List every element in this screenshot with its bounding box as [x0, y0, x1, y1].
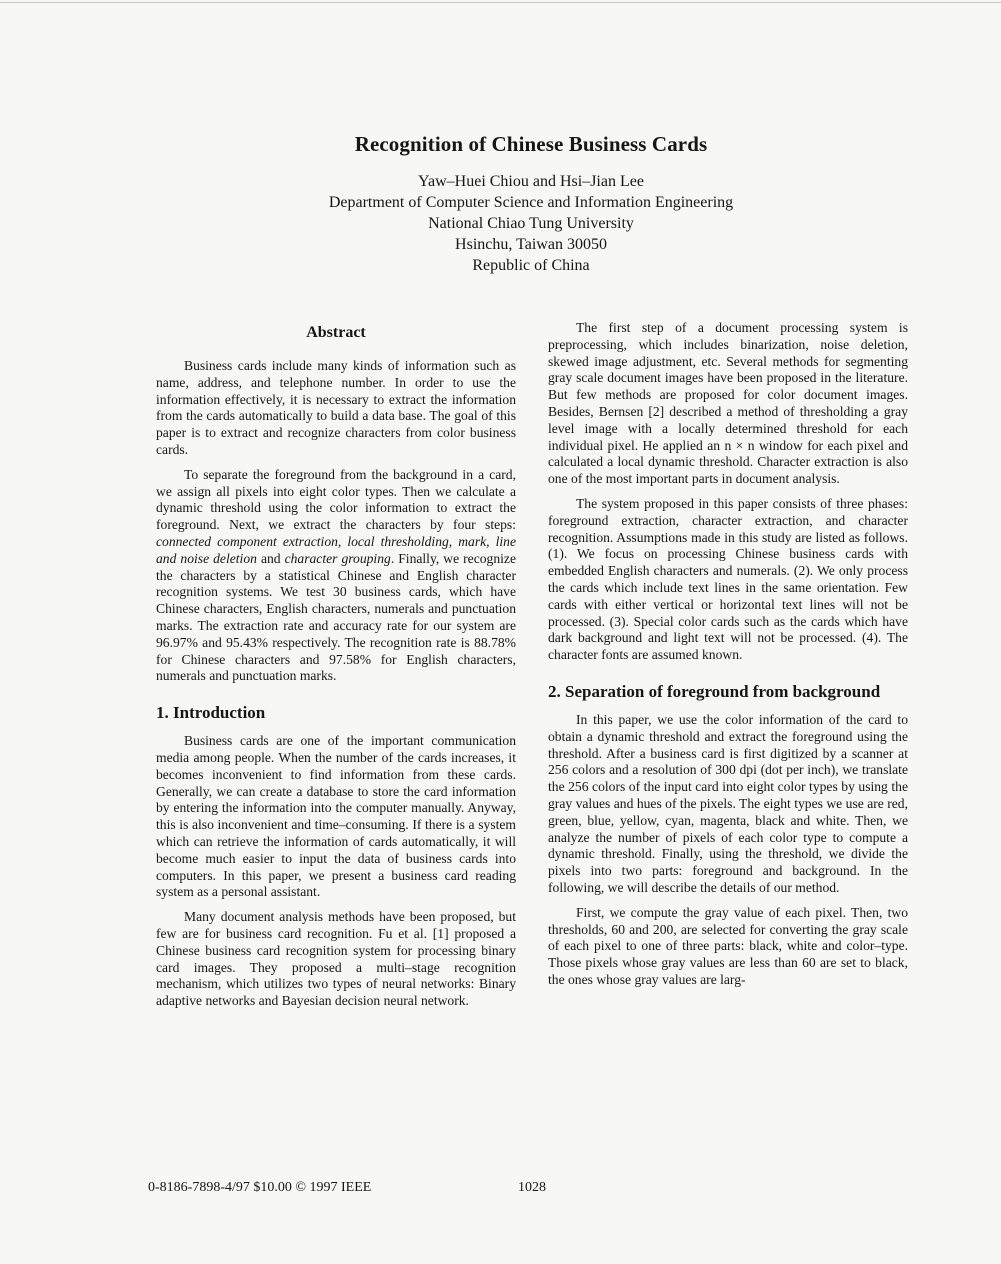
body-paragraph: Many document analysis methods have been proposed, but few are for business card recognition. Fu et al. [1] proposed a Chinese business card recognition system for processing binary card images. They proposed a multi–stage recognition mechanism, which utilizes two types of neural networks: Binary adaptive networks and Bayesian decision neural network.	[156, 909, 516, 1009]
affiliation-line: Hsinchu, Taiwan 30050	[455, 236, 607, 253]
abstract-heading: Abstract	[306, 324, 366, 341]
body-paragraph: The first step of a document processing system is preprocessing, which includes binarization, noise deletion, skewed image adjustment, etc. Several methods for segmenting gray scale document images have been proposed in the literature. But few methods are proposed for color document images. Besides, Bernsen [2] described a method of thresholding a gray level image with a locally determined threshold for each individual pixel. He applied an n × n window for each pixel and calculated a local dynamic threshold. Character extraction is also one of the most important parts in document analysis.	[548, 320, 908, 487]
body-paragraph: The system proposed in this paper consists of three phases: foreground extraction, character extraction, and character recognition. Assumptions made in this study are listed as follows. (1). We focus on processing Chinese business cards with embedded English characters and numerals. (2). We only process the cards which include text lines in the same orientation. Few cards with either vertical or horizontal text lines will not be processed. (3). Special color cards such as the cards which have dark background and light text will not be processed. (4). The character fonts are assumed known.	[548, 495, 908, 663]
page-number: 1028	[518, 1180, 546, 1195]
abstract-paragraph: Business cards include many kinds of information such as name, address, and telephone number. In order to use the information effectively, it is necessary to extract the information from the cards automatically to build a data base. The goal of this paper is to extract and recognize characters from color business cards.	[156, 358, 516, 457]
affiliation-line: Department of Computer Science and Information Engineering	[328, 194, 734, 211]
section-heading-separation: 2. Separation of foreground from background	[548, 681, 881, 701]
affiliation-line: Republic of China	[472, 257, 590, 274]
body-paragraph: In this paper, we use the color information of the card to obtain a dynamic threshold and extract the foreground using the threshold. After a business card is first digitized by a scanner at 256 colors and a resolution of 300 dpi (dot per inch), we translate the 256 colors of the input card into eight color types by using the gray values and hues of the pixels. The eight types we use are red, green, blue, yellow, cyan, magenta, black and white. Then, we analyze the number of pixels of each color type to compute a dynamic threshold. Finally, using the threshold, we divide the pixels into two parts: foreground and background. In the following, we will describe the details of our method.	[548, 711, 908, 895]
copyright-footer: 0-8186-7898-4/97 $10.00 © 1997 IEEE	[148, 1180, 372, 1195]
abstract-emphasis: character grouping	[284, 550, 391, 566]
affiliation-line: National Chiao Tung University	[428, 215, 634, 232]
paper-header	[150, 132, 912, 276]
page-top-edge	[0, 2, 1001, 3]
abstract-emphasis: connected component extraction, local thresholding, mark, line and noise deletion	[156, 533, 516, 566]
section-heading-introduction: 1. Introduction	[156, 703, 266, 723]
abstract-paragraph: To separate the foreground from the background in a card, we assign all pixels into eight color types. Then we calculate a dynamic threshold using the color information to extract the foreground. Next, we extract the characters by four steps: connected component extraction, local thresholding, mark, line and noise deletion and character grouping. Finally, we recognize the characters by a statistical Chinese and English character recognition systems. We test 30 business cards, which have Chinese characters, English characters, numerals and punctuation marks. The extraction rate and accuracy rate for our system are 96.97% and 95.43% respectively. The recognition rate is 88.78% for Chinese characters and 97.58% for English characters, numerals and punctuation marks.	[156, 466, 516, 684]
paper-title: Recognition of Chinese Business Cards	[354, 132, 708, 156]
left-column	[156, 320, 516, 1018]
body-paragraph: First, we compute the gray value of each pixel. Then, two thresholds, 60 and 200, are selected for converting the gray scale of each pixel to one of three parts: black, white and color–type. Those pixels whose gray values are less than 60 are set to black, the ones whose gray values are larg-	[548, 904, 908, 987]
body-paragraph: Business cards are one of the important communication media among people. When the number of the cards increases, it becomes inconvenient to find information from these cards. Generally, we can create a database to store the card information by entering the information into the computer manually. Anyway, this is also inconvenient and time–consuming. If there is a system which can retrieve the information of cards automatically, it will become much easier to input the data of business cards into computers. In this paper, we present a business card reading system as a personal assistant.	[156, 733, 516, 900]
right-column	[548, 320, 908, 997]
authors: Yaw–Huei Chiou and Hsi–Jian Lee	[418, 173, 644, 190]
